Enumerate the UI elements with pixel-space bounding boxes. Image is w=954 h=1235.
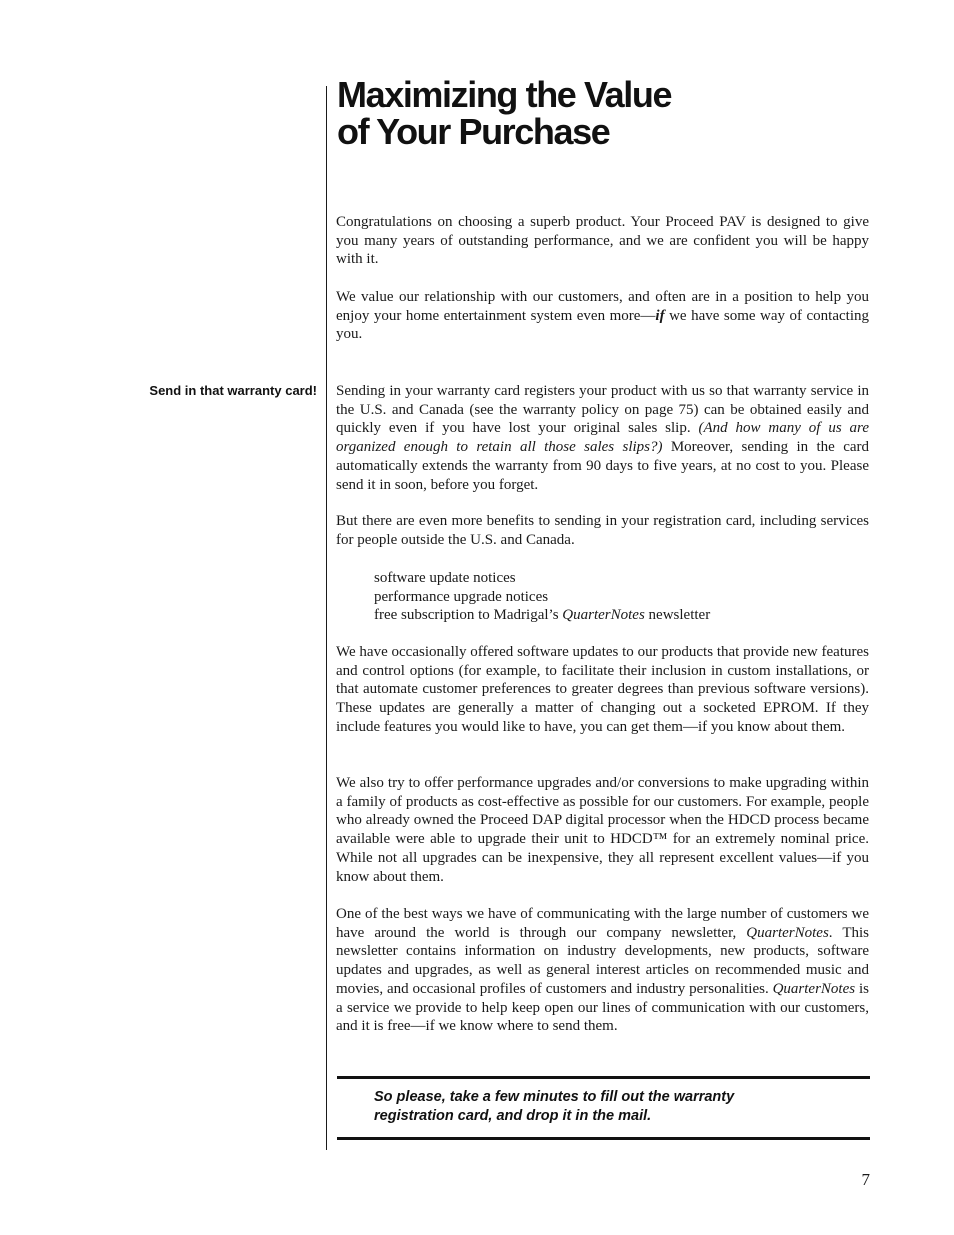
benefit-item-newsletter-title: QuarterNotes: [562, 607, 645, 624]
newsletter-text-3: is a service we provide to help keep open our lines of communication with our customers, and it is free—if we know where to send them.: [336, 980, 869, 1035]
warranty-p1-aside: (And how many of us are organized enough to retain all those sales slips?): [336, 420, 869, 456]
newsletter-text-2: . This newsletter contains information on industry developments, new products, software updates and upgrades, as well as general interest articles on recommended music and movies, and occasional profiles of customers and industry personalities.: [336, 924, 869, 997]
page-number: 7: [861, 1170, 870, 1189]
benefit-item-software: software update notices: [374, 570, 516, 586]
warranty-p1-tail: Moreover, sending in the card automatically extends the warranty from 90 days to five years, at no cost to you. Please send it in soon, before you forget.: [336, 439, 870, 493]
intro-paragraph-1: Congratulations on choosing a superb product. Your Proceed PAV is designed to give you many years of outstanding performance, and we are confident you will be happy with it.: [336, 214, 869, 268]
callout-line-1: So please, take a few minutes to fill out the warranty: [374, 1089, 735, 1105]
warranty-paragraph-2: But there are even more benefits to sending in your registration card, including services for people outside the U.S. and Canada.: [336, 513, 869, 548]
margin-vertical-rule: [326, 86, 327, 1150]
page-title: [337, 76, 857, 150]
newsletter-title-1: QuarterNotes: [746, 924, 829, 941]
intro-p2-text: We value our relationship with our customers, and often are in a position to help you enjoy your home entertainment system even more—: [336, 289, 869, 324]
page-title-line-2: of Your Purchase: [337, 111, 610, 152]
software-updates-paragraph: We have occasionally offered software updates to our products that provide new features and control options (for example, to facilitate their inclusion in custom installations, or that automate customer preferences to greater degrees than previous software versions). These updates are generally a matter of changing out a socketed EPROM. If they include features you would like to have, you can get them—if you know about them.: [336, 644, 869, 735]
newsletter-paragraph: [336, 905, 869, 1036]
newsletter-text-1: One of the best ways we have of communicating with the large number of customers we have around the world is through our company newsletter,: [336, 906, 869, 941]
benefit-item-newsletter-tail: newsletter: [644, 607, 711, 624]
callout-text: [374, 1088, 814, 1126]
warranty-p1-text: Sending in your warranty card registers your product with us so that warranty service in the U.S. and Canada (see the warranty policy on page 75) can be obtained easily and quickly even if you have lost your original sales slip.: [336, 383, 869, 437]
callout-top-rule: [337, 1076, 870, 1079]
intro-p2-emphasis: if: [655, 307, 665, 324]
performance-upgrades-paragraph: We also try to offer performance upgrades and/or conversions to make upgrading within a family of products as cost-effective as possible for our customers. For example, people who already owned the Proceed DAP digital processor when the HDCD process became available were able to upgrade their unit to HDCD™ for an extremely nominal price. While not all upgrades can be inexpensive, they all represent excellent values—if you know about them.: [336, 775, 869, 885]
intro-p2-tail: we have some way of contacting you.: [336, 307, 869, 343]
benefits-list: [374, 569, 710, 625]
benefit-item-newsletter: [374, 606, 710, 625]
benefit-item-newsletter-text: free subscription to Madrigal’s: [374, 607, 563, 624]
page-title-line-1: Maximizing the Value: [337, 74, 672, 115]
side-heading-warranty: Send in that warranty card!: [149, 383, 317, 398]
newsletter-title-2: QuarterNotes: [772, 980, 856, 997]
benefit-item-performance: performance upgrade notices: [374, 588, 549, 605]
callout-bottom-rule: [337, 1137, 870, 1140]
callout-line-2: registration card, and drop it in the mail.: [374, 1108, 652, 1124]
warranty-paragraph-1: [336, 382, 869, 494]
intro-paragraph-2: [336, 288, 869, 344]
